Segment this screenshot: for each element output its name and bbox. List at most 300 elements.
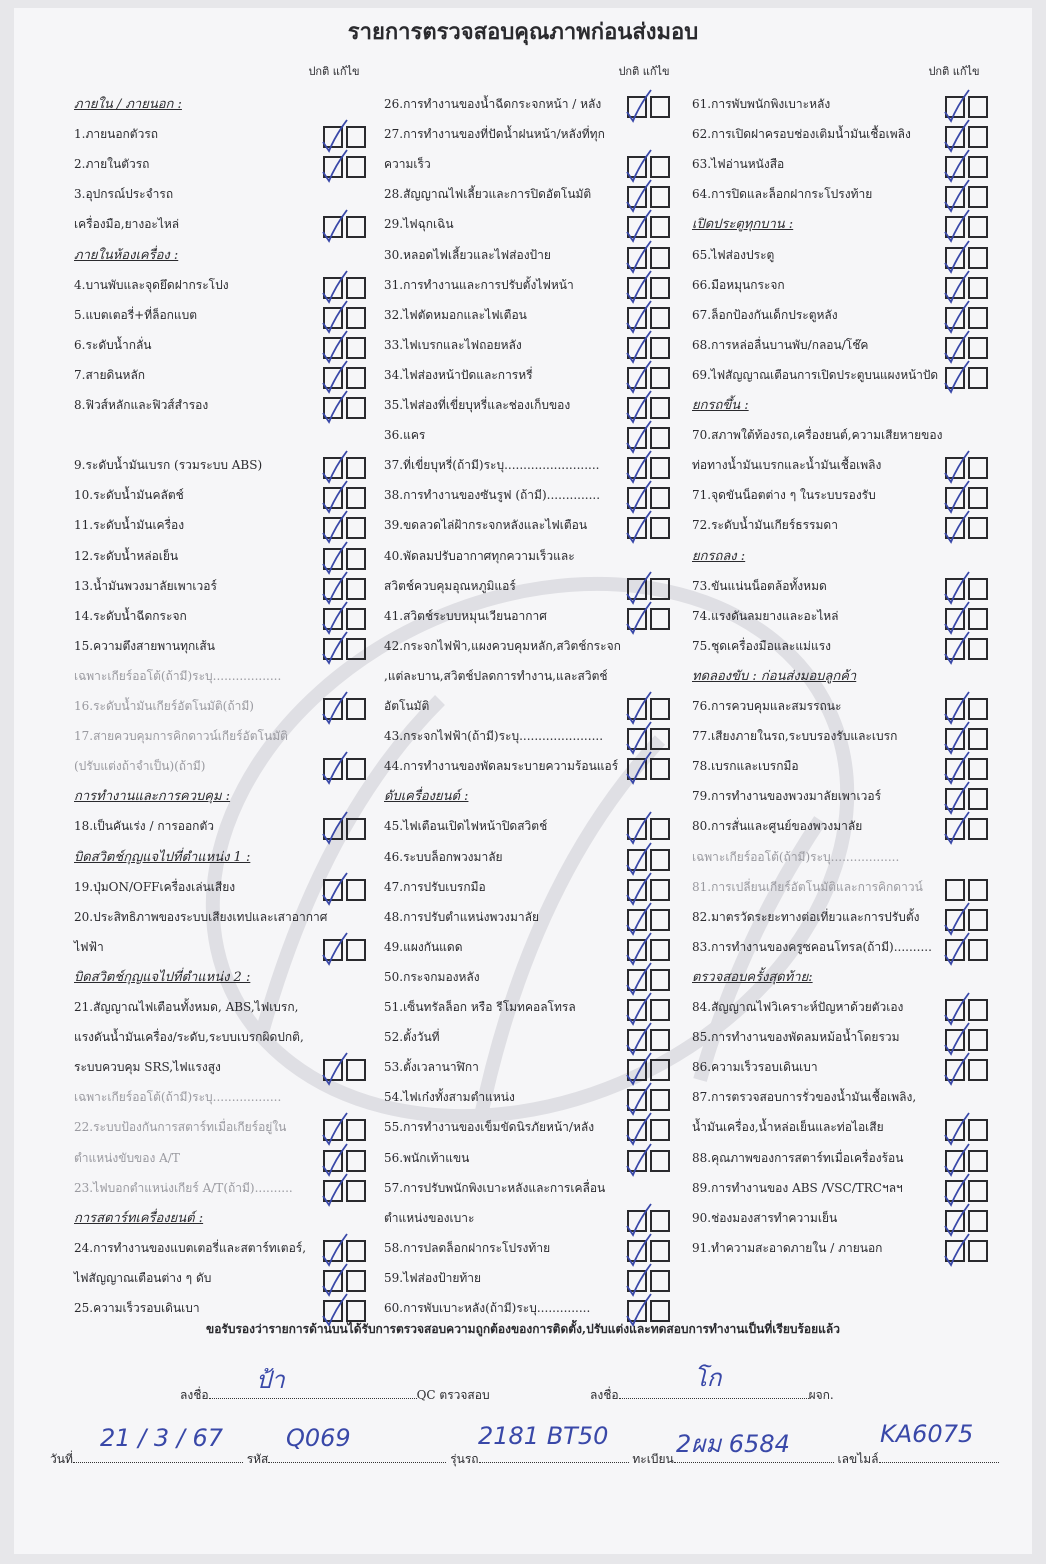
normal-checkbox[interactable] [627, 397, 647, 419]
normal-checkbox[interactable] [323, 277, 343, 299]
normal-checkbox[interactable] [323, 1150, 343, 1172]
item-label: 53.ตั้งเวลานาฬิกา [384, 1060, 479, 1075]
item-label: 52.ตั้งวันที่ [384, 1030, 440, 1045]
fix-checkbox[interactable] [650, 307, 670, 329]
status-checkboxes [627, 879, 670, 901]
normal-checkbox[interactable] [945, 818, 965, 840]
fix-checkbox[interactable] [346, 1119, 366, 1141]
fix-checkbox[interactable] [346, 698, 366, 720]
fix-checkbox[interactable] [650, 698, 670, 720]
fix-checkbox[interactable] [968, 457, 988, 479]
fix-checkbox[interactable] [650, 1089, 670, 1111]
fix-checkbox[interactable] [346, 126, 366, 148]
normal-checkbox[interactable] [627, 728, 647, 750]
fix-checkbox[interactable] [346, 337, 366, 359]
normal-checkbox[interactable] [945, 608, 965, 630]
normal-checkbox[interactable] [945, 758, 965, 780]
checklist-row [692, 720, 988, 750]
normal-checkbox[interactable] [945, 487, 965, 509]
normal-checkbox[interactable] [627, 337, 647, 359]
checklist-row [74, 1021, 366, 1051]
checklist-row [74, 841, 366, 871]
item-label: ความเร็ว [384, 157, 431, 172]
mileage-label: เลขไมล์ [837, 1452, 879, 1466]
normal-checkbox[interactable] [323, 1119, 343, 1141]
normal-checkbox[interactable] [323, 578, 343, 600]
normal-checkbox[interactable] [323, 548, 343, 570]
normal-checkbox[interactable] [945, 1059, 965, 1081]
fix-checkbox[interactable] [650, 517, 670, 539]
normal-checkbox[interactable] [323, 698, 343, 720]
checklist-row [74, 208, 366, 238]
normal-checkbox[interactable] [323, 758, 343, 780]
fix-checkbox[interactable] [650, 939, 670, 961]
normal-checkbox[interactable] [323, 1270, 343, 1292]
fix-checkbox[interactable] [346, 939, 366, 961]
fix-checkbox[interactable] [968, 517, 988, 539]
checklist-row [384, 991, 670, 1021]
status-checkboxes [323, 698, 366, 720]
fix-checkbox[interactable] [346, 578, 366, 600]
normal-checkbox[interactable] [323, 126, 343, 148]
item-label: 71.จุดขันน็อตต่าง ๆ ในระบบรองรับ [692, 488, 876, 503]
item-label: 80.การสั่นและศูนย์ของพวงมาลัย [692, 819, 863, 834]
fix-checkbox[interactable] [650, 909, 670, 931]
section-heading: การสตาร์ทเครื่องยนต์ : [74, 1210, 204, 1226]
item-label: 1.ภายนอกตัวรถ [74, 127, 159, 142]
checklist-row [692, 269, 988, 299]
fix-checkbox[interactable] [650, 608, 670, 630]
checklist-row [74, 630, 366, 660]
fix-checkbox[interactable] [346, 216, 366, 238]
fix-checkbox[interactable] [650, 818, 670, 840]
form-title: รายการตรวจสอบคุณภาพก่อนส่งมอบ [347, 19, 699, 45]
registration-label: ทะเบียน [632, 1452, 674, 1466]
fix-checkbox[interactable] [968, 186, 988, 208]
fix-checkbox[interactable] [968, 638, 988, 660]
checklist-row [692, 1021, 988, 1051]
fix-checkbox[interactable] [650, 247, 670, 269]
fix-checkbox[interactable] [346, 818, 366, 840]
item-label: 17.สายควบคุมการคิกดาวน์เกียร์อัตโนมัติ [74, 729, 288, 744]
fix-checkbox[interactable] [650, 728, 670, 750]
fix-checkbox[interactable] [968, 1210, 988, 1232]
column-header-1: ปกติ แก้ไข [308, 65, 360, 78]
fix-checkbox[interactable] [968, 277, 988, 299]
fix-checkbox[interactable] [968, 758, 988, 780]
checklist-row [692, 118, 988, 148]
model-label: รุ่นรถ [450, 1452, 479, 1466]
normal-checkbox[interactable] [323, 638, 343, 660]
fix-checkbox[interactable] [650, 879, 670, 901]
normal-checkbox[interactable] [945, 307, 965, 329]
normal-checkbox[interactable] [323, 1300, 343, 1322]
item-label: 28.สัญญาณไฟเลี้ยวและการปิดอัตโนมัติ [384, 187, 592, 202]
checklist-row [384, 88, 670, 118]
status-checkboxes [945, 216, 988, 238]
fix-checkbox[interactable] [650, 1300, 670, 1322]
status-checkboxes [627, 728, 670, 750]
fix-checkbox[interactable] [346, 548, 366, 570]
fix-checkbox[interactable] [650, 1150, 670, 1172]
section-heading: ภายใน / ภายนอก : [74, 97, 182, 112]
vehicle-info-line [50, 1450, 999, 1469]
fix-checkbox[interactable] [346, 608, 366, 630]
normal-checkbox[interactable] [945, 728, 965, 750]
fix-checkbox[interactable] [650, 277, 670, 299]
normal-checkbox[interactable] [945, 96, 965, 118]
fix-checkbox[interactable] [650, 1270, 670, 1292]
checklist-row [692, 299, 988, 329]
status-checkboxes [323, 1150, 366, 1172]
item-label: 45.ไฟเตือนเปิดไฟหน้าปิดสวิตช์ [384, 819, 548, 834]
status-checkboxes [945, 608, 988, 630]
fix-checkbox[interactable] [346, 1180, 366, 1202]
fix-checkbox[interactable] [968, 879, 988, 901]
item-label: 26.การทำงานของน้ำฉีดกระจกหน้า / หลัง [384, 97, 602, 111]
fix-checkbox[interactable] [650, 758, 670, 780]
normal-checkbox[interactable] [627, 939, 647, 961]
normal-checkbox[interactable] [323, 397, 343, 419]
status-checkboxes [945, 1029, 988, 1051]
normal-checkbox[interactable] [627, 608, 647, 630]
fix-checkbox[interactable] [346, 277, 366, 299]
fix-checkbox[interactable] [650, 1029, 670, 1051]
fix-checkbox[interactable] [346, 1300, 366, 1322]
normal-checkbox[interactable] [323, 487, 343, 509]
fix-checkbox[interactable] [968, 939, 988, 961]
normal-checkbox[interactable] [627, 307, 647, 329]
status-checkboxes [627, 849, 670, 871]
item-label: 54.ไฟเก๋งทั้งสามตำแหน่ง [384, 1090, 515, 1105]
fix-checkbox[interactable] [346, 1150, 366, 1172]
normal-checkbox[interactable] [323, 879, 343, 901]
item-label: ไฟฟ้า [74, 939, 104, 954]
status-checkboxes [323, 1240, 366, 1262]
checklist-row [692, 841, 988, 871]
normal-checkbox[interactable] [945, 186, 965, 208]
fix-checkbox[interactable] [968, 999, 988, 1021]
normal-checkbox[interactable] [945, 126, 965, 148]
item-label: 15.ความตึงสายพานทุกเส้น [74, 638, 215, 653]
item-label: 36.แคร [384, 428, 426, 443]
item-label: 38.การทำงานของซันรูฟ (ถ้ามี).............. [384, 488, 601, 503]
status-checkboxes [945, 1150, 988, 1172]
fix-checkbox[interactable] [346, 307, 366, 329]
status-checkboxes [945, 939, 988, 961]
checklist-row [692, 780, 988, 810]
normal-checkbox[interactable] [627, 1029, 647, 1051]
normal-checkbox[interactable] [627, 578, 647, 600]
fix-checkbox[interactable] [650, 186, 670, 208]
checklist-row [74, 509, 366, 539]
normal-checkbox[interactable] [945, 578, 965, 600]
normal-checkbox[interactable] [627, 186, 647, 208]
status-checkboxes [945, 186, 988, 208]
normal-checkbox[interactable] [627, 156, 647, 178]
fix-checkbox[interactable] [650, 487, 670, 509]
checklist-row [74, 1081, 366, 1111]
fix-checkbox[interactable] [968, 337, 988, 359]
fix-checkbox[interactable] [346, 1059, 366, 1081]
normal-checkbox[interactable] [627, 698, 647, 720]
fix-checkbox[interactable] [346, 638, 366, 660]
item-label: 69.ไฟสัญญาณเตือนการเปิดประตูบนแผงหน้าปัด [692, 367, 939, 382]
status-checkboxes [627, 969, 670, 991]
normal-checkbox[interactable] [945, 247, 965, 269]
fix-checkbox[interactable] [968, 1059, 988, 1081]
item-label: 62.การเปิดฝาครอบช่องเติมน้ำมันเชื้อเพลิง [692, 127, 911, 142]
fix-checkbox[interactable] [968, 487, 988, 509]
normal-checkbox[interactable] [323, 818, 343, 840]
fix-checkbox[interactable] [968, 818, 988, 840]
checklist-row [384, 931, 670, 961]
checklist-row [384, 841, 670, 871]
fix-checkbox[interactable] [968, 216, 988, 238]
status-checkboxes [945, 578, 988, 600]
checklist-row [74, 359, 366, 389]
normal-checkbox[interactable] [627, 216, 647, 238]
qc-signature-line [180, 1386, 490, 1405]
fix-checkbox[interactable] [968, 1029, 988, 1051]
fix-checkbox[interactable] [650, 216, 670, 238]
fix-checkbox[interactable] [968, 126, 988, 148]
fix-checkbox[interactable] [968, 307, 988, 329]
item-label: 51.เซ็นทรัลล็อก หรือ รีโมทคอลโทรล [384, 1000, 576, 1014]
normal-checkbox[interactable] [627, 457, 647, 479]
fix-checkbox[interactable] [968, 909, 988, 931]
qc-label: QC ตรวจสอบ [416, 1388, 490, 1402]
normal-checkbox[interactable] [627, 1300, 647, 1322]
fix-checkbox[interactable] [968, 1150, 988, 1172]
fix-checkbox[interactable] [650, 337, 670, 359]
checklist-row [74, 1292, 366, 1322]
status-checkboxes [945, 1119, 988, 1141]
fix-checkbox[interactable] [650, 397, 670, 419]
item-label: 23.ไฟบอกตำแหน่งเกียร์ A/T(ถ้ามี).......... [74, 1180, 293, 1195]
fix-checkbox[interactable] [346, 457, 366, 479]
fix-checkbox[interactable] [346, 1240, 366, 1262]
item-label: 7.สายดินหลัก [74, 367, 146, 382]
normal-checkbox[interactable] [627, 247, 647, 269]
checklist-row [384, 1262, 670, 1292]
item-label: 3.อุปกรณ์ประจำรถ [74, 187, 174, 202]
fix-checkbox[interactable] [650, 457, 670, 479]
item-label: ระบบควบคุม SRS,ไฟแรงสูง [74, 1060, 221, 1075]
fix-checkbox[interactable] [968, 367, 988, 389]
fix-checkbox[interactable] [650, 1210, 670, 1232]
normal-checkbox[interactable] [323, 307, 343, 329]
fix-checkbox[interactable] [968, 608, 988, 630]
normal-checkbox[interactable] [945, 337, 965, 359]
normal-checkbox[interactable] [627, 969, 647, 991]
fix-checkbox[interactable] [968, 698, 988, 720]
normal-checkbox[interactable] [945, 638, 965, 660]
normal-checkbox[interactable] [323, 1059, 343, 1081]
fix-checkbox[interactable] [650, 1059, 670, 1081]
normal-checkbox[interactable] [945, 788, 965, 810]
normal-checkbox[interactable] [627, 517, 647, 539]
section-heading: บิดสวิตช์กุญแจไปที่ตำแหน่ง 1 : [74, 849, 251, 865]
normal-checkbox[interactable] [945, 367, 965, 389]
item-label: 90.ช่องมองสารทำความเย็น [692, 1210, 838, 1225]
fix-checkbox[interactable] [346, 487, 366, 509]
fix-checkbox[interactable] [650, 849, 670, 871]
normal-checkbox[interactable] [323, 1240, 343, 1262]
item-label: 16.ระดับน้ำมันเกียร์อัตโนมัติ(ถ้ามี) [74, 699, 254, 713]
normal-checkbox[interactable] [627, 277, 647, 299]
normal-checkbox[interactable] [627, 1059, 647, 1081]
normal-checkbox[interactable] [323, 1180, 343, 1202]
checklist-row [384, 479, 670, 509]
status-checkboxes [323, 277, 366, 299]
normal-checkbox[interactable] [323, 517, 343, 539]
item-label: 84.สัญญาณไฟวิเคราะห์ปัญหาด้วยตัวเอง [692, 1000, 904, 1014]
normal-checkbox[interactable] [627, 879, 647, 901]
normal-checkbox[interactable] [627, 1119, 647, 1141]
checklist-row [692, 1232, 988, 1262]
fix-checkbox[interactable] [650, 1119, 670, 1141]
status-checkboxes [945, 517, 988, 539]
fix-checkbox[interactable] [968, 96, 988, 118]
fix-checkbox[interactable] [650, 156, 670, 178]
checklist-row [384, 208, 670, 238]
status-checkboxes [945, 758, 988, 780]
item-label: 46.ระบบล็อกพวงมาลัย [384, 849, 503, 864]
fix-checkbox[interactable] [650, 999, 670, 1021]
fix-checkbox[interactable] [650, 578, 670, 600]
fix-checkbox[interactable] [346, 397, 366, 419]
status-checkboxes [627, 216, 670, 238]
fix-checkbox[interactable] [968, 1180, 988, 1202]
item-label: 75.ชุดเครื่องมือและแม่แรง [692, 638, 831, 653]
item-label: 4.บานพับและจุดยึดฝากระโปง [74, 277, 229, 292]
fix-checkbox[interactable] [650, 96, 670, 118]
normal-checkbox[interactable] [627, 999, 647, 1021]
normal-checkbox[interactable] [627, 367, 647, 389]
normal-checkbox[interactable] [627, 487, 647, 509]
normal-checkbox[interactable] [627, 758, 647, 780]
item-label: 25.ความเร็วรอบเดินเบา [74, 1301, 200, 1315]
item-label: 27.การทำงานของที่ปัดน้ำฝนหน้า/หลังที่ทุก [384, 127, 605, 142]
normal-checkbox[interactable] [627, 909, 647, 931]
checklist-row [74, 1232, 366, 1262]
normal-checkbox[interactable] [323, 337, 343, 359]
fix-checkbox[interactable] [968, 1240, 988, 1262]
fix-checkbox[interactable] [650, 1240, 670, 1262]
normal-checkbox[interactable] [945, 216, 965, 238]
checklist-row [384, 389, 670, 419]
normal-checkbox[interactable] [945, 1029, 965, 1051]
checklist-row [692, 750, 988, 780]
item-label: 22.ระบบป้องกันการสตาร์ทเมื่อเกียร์อยู่ใน [74, 1120, 287, 1135]
fix-checkbox[interactable] [346, 367, 366, 389]
normal-checkbox[interactable] [945, 457, 965, 479]
checklist-row [74, 449, 366, 479]
item-label: 74.แรงดันลมยางและอะไหล่ [692, 608, 839, 623]
normal-checkbox[interactable] [627, 1210, 647, 1232]
normal-checkbox[interactable] [945, 698, 965, 720]
normal-checkbox[interactable] [627, 1150, 647, 1172]
normal-checkbox[interactable] [627, 96, 647, 118]
item-label: 34.ไฟส่องหน้าปัดและการหรี่ [384, 367, 533, 382]
status-checkboxes [323, 818, 366, 840]
fix-checkbox[interactable] [968, 788, 988, 810]
fix-checkbox[interactable] [346, 758, 366, 780]
checklist-row [384, 419, 670, 449]
normal-checkbox[interactable] [945, 999, 965, 1021]
normal-checkbox[interactable] [945, 909, 965, 931]
checklist-row [74, 540, 366, 570]
normal-checkbox[interactable] [323, 216, 343, 238]
normal-checkbox[interactable] [945, 939, 965, 961]
status-checkboxes [323, 578, 366, 600]
fix-checkbox[interactable] [968, 1119, 988, 1141]
item-label: 55.การทำงานของเข็มขัดนิรภัยหน้า/หลัง [384, 1120, 595, 1135]
normal-checkbox[interactable] [945, 1180, 965, 1202]
fix-checkbox[interactable] [346, 156, 366, 178]
status-checkboxes [323, 548, 366, 570]
item-label: 68.การหล่อลื่นบานพับ/กลอน/โช๊ค [692, 337, 869, 352]
normal-checkbox[interactable] [323, 608, 343, 630]
item-label: 13.น้ำมันพวงมาลัยเพาเวอร์ [74, 578, 217, 593]
status-checkboxes [323, 216, 366, 238]
status-checkboxes [323, 156, 366, 178]
normal-checkbox[interactable] [945, 1150, 965, 1172]
normal-checkbox[interactable] [323, 939, 343, 961]
normal-checkbox[interactable] [945, 517, 965, 539]
status-checkboxes [627, 1240, 670, 1262]
normal-checkbox[interactable] [945, 1240, 965, 1262]
fix-checkbox[interactable] [346, 1270, 366, 1292]
normal-checkbox[interactable] [627, 1270, 647, 1292]
fix-checkbox[interactable] [346, 879, 366, 901]
item-label: เฉพาะเกียร์ออโต้(ถ้ามี)ระบุ.................. [74, 1090, 282, 1105]
fix-checkbox[interactable] [650, 969, 670, 991]
normal-checkbox[interactable] [627, 849, 647, 871]
normal-checkbox[interactable] [627, 427, 647, 449]
checklist-row [74, 1051, 366, 1081]
normal-checkbox[interactable] [323, 156, 343, 178]
qc-signature: ป้า [256, 1366, 285, 1394]
fix-checkbox[interactable] [968, 156, 988, 178]
checklist-row [74, 178, 366, 208]
fix-checkbox[interactable] [650, 427, 670, 449]
checklist-row [384, 1142, 670, 1172]
normal-checkbox[interactable] [323, 367, 343, 389]
fix-checkbox[interactable] [650, 367, 670, 389]
fix-checkbox[interactable] [968, 247, 988, 269]
normal-checkbox[interactable] [945, 156, 965, 178]
normal-checkbox[interactable] [627, 1240, 647, 1262]
checklist-row [692, 931, 988, 961]
normal-checkbox[interactable] [627, 818, 647, 840]
normal-checkbox[interactable] [945, 879, 965, 901]
fix-checkbox[interactable] [968, 578, 988, 600]
item-label: 73.ขันแน่นน็อตล้อทั้งหมด [692, 578, 827, 593]
item-label: 67.ล็อกป้องกันเด็กประตูหลัง [692, 307, 838, 322]
code-label: รหัส [246, 1452, 269, 1466]
status-checkboxes [323, 307, 366, 329]
fix-checkbox[interactable] [346, 517, 366, 539]
normal-checkbox[interactable] [323, 457, 343, 479]
fix-checkbox[interactable] [968, 728, 988, 750]
status-checkboxes [627, 758, 670, 780]
normal-checkbox[interactable] [945, 1210, 965, 1232]
normal-checkbox[interactable] [945, 1119, 965, 1141]
normal-checkbox[interactable] [945, 277, 965, 299]
normal-checkbox[interactable] [627, 1089, 647, 1111]
